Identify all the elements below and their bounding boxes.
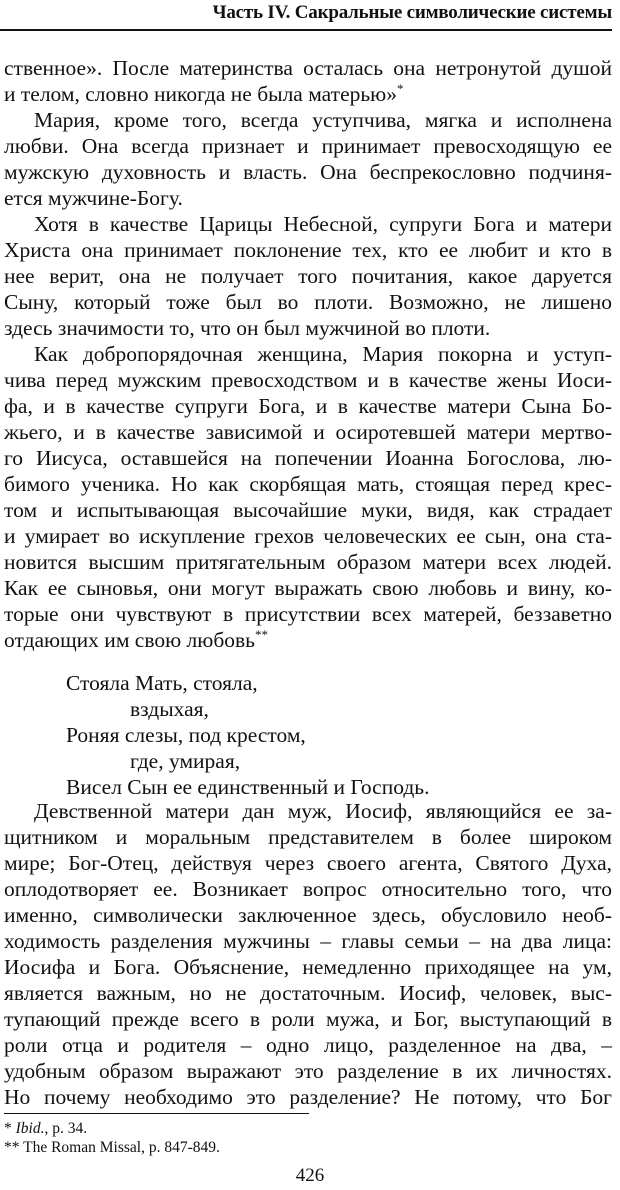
text-line: Христа она принимает поклонение тех, кто ее любит и кто в xyxy=(4,238,612,262)
text-line: Хотя в качестве Царицы Небесной, супруги Бога и матери xyxy=(34,212,612,236)
footnote-ref: * xyxy=(396,81,404,96)
footnote xyxy=(4,1120,87,1138)
text-line: оплодотворяет ее. Возникает вопрос относительно того, что xyxy=(4,877,612,901)
text-line xyxy=(4,81,612,110)
text-line: здесь значимости то, что он был мужчиной во плоти. xyxy=(4,316,491,340)
running-header-title: Часть IV. Сакральные символические системы xyxy=(212,2,612,23)
text-line: фа, и в качестве супруги Бога, и в качестве матери Сына Бо- xyxy=(4,394,612,418)
footnote-text: , p. 34. xyxy=(44,1120,88,1137)
text-line-content: отдающих им свою любовь xyxy=(4,628,255,652)
footnote-text: The Roman Missal, p. 847-849. xyxy=(23,1139,220,1156)
page-number: 426 xyxy=(295,1165,325,1186)
text-line: жьего, и в качестве зависимой и осиротевшей матери мертво- xyxy=(4,420,612,444)
text-line: го Иисуса, оставшейся на попечении Иоанна Богослова, лю- xyxy=(4,446,612,470)
text-line: Но почему необходимо это разделение? Не потому, что Бог xyxy=(4,1085,612,1109)
running-header xyxy=(0,2,612,30)
text-line-content: и телом, словно никогда не была матерью» xyxy=(4,82,397,106)
text-line: удобным образом выражают это разделение в их личностях. xyxy=(4,1059,612,1083)
text-line: Сыну, который тоже был во плоти. Возможно, не лишено xyxy=(4,290,612,314)
text-line: чива перед мужским превосходством и в качестве жены Иоси- xyxy=(4,368,612,392)
header-rule xyxy=(0,29,612,31)
footnote-mark: ** xyxy=(4,1139,20,1156)
poem-line: вздыхая, xyxy=(130,697,209,721)
poem-line: где, умирая, xyxy=(130,749,241,773)
text-line: является важным, но не достаточным. Иосиф, человек, выс- xyxy=(4,981,612,1005)
footnote-source: Ibid. xyxy=(15,1120,45,1137)
text-line: мужскую духовность и власть. Она беспрекословно подчиня- xyxy=(4,160,612,184)
text-line: новится высшим притягательным образом матери всех людей. xyxy=(4,550,612,574)
text-line: тупающий прежде всего в роли мужа, и Бог, выступающий в xyxy=(4,1007,612,1031)
text-line: Иосифа и Бога. Объяснение, немедленно приходящее на ум, xyxy=(4,955,612,979)
text-line: Девственной матери дан муж, Иосиф, являющийся ее за- xyxy=(34,799,612,823)
text-line: любви. Она всегда признает и принимает превосходящую ее xyxy=(4,134,612,158)
text-line: нее верит, она не получает того почитания, какое даруется xyxy=(4,264,612,288)
text-line: торые они чувствуют в присутствии всех матерей, беззаветно xyxy=(4,602,612,626)
text-line: Как добропорядочная женщина, Мария покорна и уступ- xyxy=(34,342,612,366)
footnote xyxy=(4,1139,220,1157)
text-line: мире; Бог-Отец, действуя через своего агента, Святого Духа, xyxy=(4,851,612,875)
text-line: Как ее сыновья, они могут выражать свою любовь и вину, ко- xyxy=(4,576,612,600)
text-line: том и испытывающая высочайшие муки, видя, как страдает xyxy=(4,498,612,522)
footnote-mark: * xyxy=(4,1120,12,1137)
text-line: ходимость разделения мужчины – главы семьи – на два лица: xyxy=(4,929,612,953)
text-line: ственное». После материнства осталась она нетронутой душой xyxy=(4,56,612,80)
footnote-rule xyxy=(4,1113,309,1114)
footnote-ref: ** xyxy=(254,627,268,642)
text-line: именно, символически заключенное здесь, обусловило необ- xyxy=(4,903,612,927)
text-line xyxy=(4,627,612,656)
text-line: бимого ученика. Но как скорбящая мать, стоящая перед крес- xyxy=(4,472,612,496)
poem-line: Висел Сын ее единственный и Господь. xyxy=(66,775,430,799)
text-line: и умирает во искупление грехов человеческих ее сын, она ста- xyxy=(4,524,612,548)
poem-line: Стояла Мать, стояла, xyxy=(66,671,258,695)
text-line: ется мужчине-Богу. xyxy=(4,186,183,210)
text-line: Мария, кроме того, всегда уступчива, мягка и исполнена xyxy=(34,108,612,132)
text-line: щитником и моральным представителем в более широком xyxy=(4,825,612,849)
text-line: роли отца и родителя – одно лицо, разделенное на два, – xyxy=(4,1033,612,1057)
poem-line: Роняя слезы, под крестом, xyxy=(66,723,306,747)
